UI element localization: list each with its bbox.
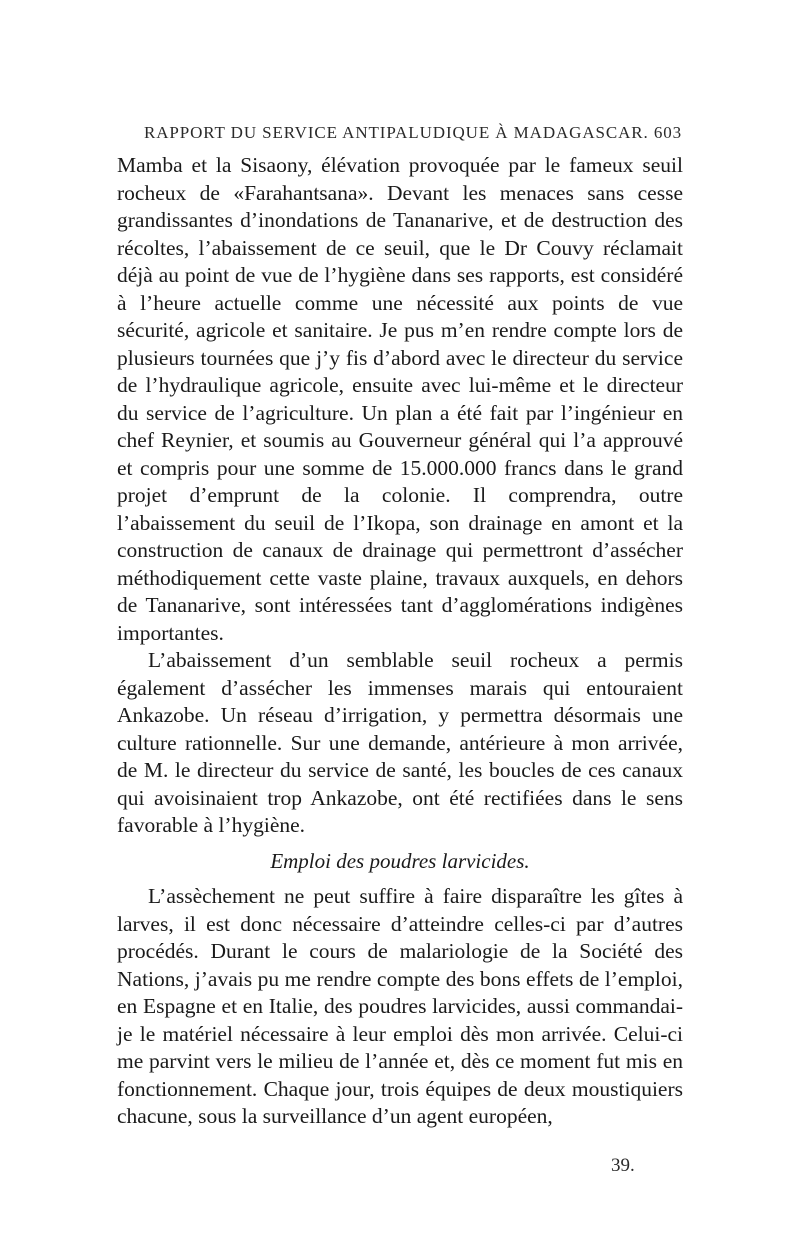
running-head: RAPPORT DU SERVICE ANTIPALUDIQUE À MADAGASCAR. 603 [144, 123, 683, 142]
paragraph-2: L’abaissement d’un semblable seuil rocheux a permis également d’assécher les immenses marais qui entouraient Ankazobe. Un réseau d’irrigation, y permettra désormais une culture rationnelle. Sur une demande, antérieure à mon arrivée, de M. le directeur du service de santé, les boucles de ces canaux qui avoisinaient trop Ankazobe, ont été rectifiées dans le sens favorable à l’hygiène. [117, 648, 683, 837]
section-text [117, 883, 683, 1131]
paragraph-1: Mamba et la Sisaony, élévation provoquée par le fameux seuil rocheux de «Farahantsana». Devant les menaces sans cesse grandissantes d’inondations de Tananarive, et de destruction des récoltes, l’abaissement de ce seuil, que le Dr Couvy réclamait déjà au point de vue de l’hygiène dans ses rapports, est considéré à l’heure actuelle comme une nécessité aux points de vue sécurité, agricole et sanitaire. Je pus m’en rendre compte lors de plusieurs tournées que j’y fis d’abord avec le directeur du service de l’hydraulique agricole, ensuite avec lui-même et le directeur du service de l’agriculture. Un plan a été fait par l’ingénieur en chef Reynier, et soumis au Gouverneur général qui l’a approuvé et compris pour une somme de 15.000.000 francs dans le grand projet d’emprunt de la colonie. Il comprendra, outre l’abaissement du seuil de l’Ikopa, son drainage en amont et la construction de canaux de drainage qui permettront d’assécher méthodiquement cette vaste plaine, travaux auxquels, en dehors de Tananarive, sont intéressées tant d’agglomérations indigènes importantes. [117, 153, 683, 645]
section-heading: Emploi des poudres larvicides. [270, 849, 530, 873]
main-text [117, 152, 683, 840]
paragraph-3: L’assèchement ne peut suffire à faire disparaître les gîtes à larves, il est donc nécessaire d’atteindre celles-ci par d’autres procédés. Durant le cours de malariologie de la Société des Nations, j’avais pu me rendre compte des bons effets de l’emploi, en Espagne et en Italie, des poudres larvicides, aussi commandai-je le matériel nécessaire à leur emploi dès mon arrivée. Celui-ci me parvint vers le milieu de l’année et, dès ce moment fut mis en fonctionnement. Chaque jour, trois équipes de deux moustiquiers chacune, sous la surveillance d’un agent européen, [117, 884, 683, 1128]
signature-mark: 39. [611, 1155, 635, 1176]
